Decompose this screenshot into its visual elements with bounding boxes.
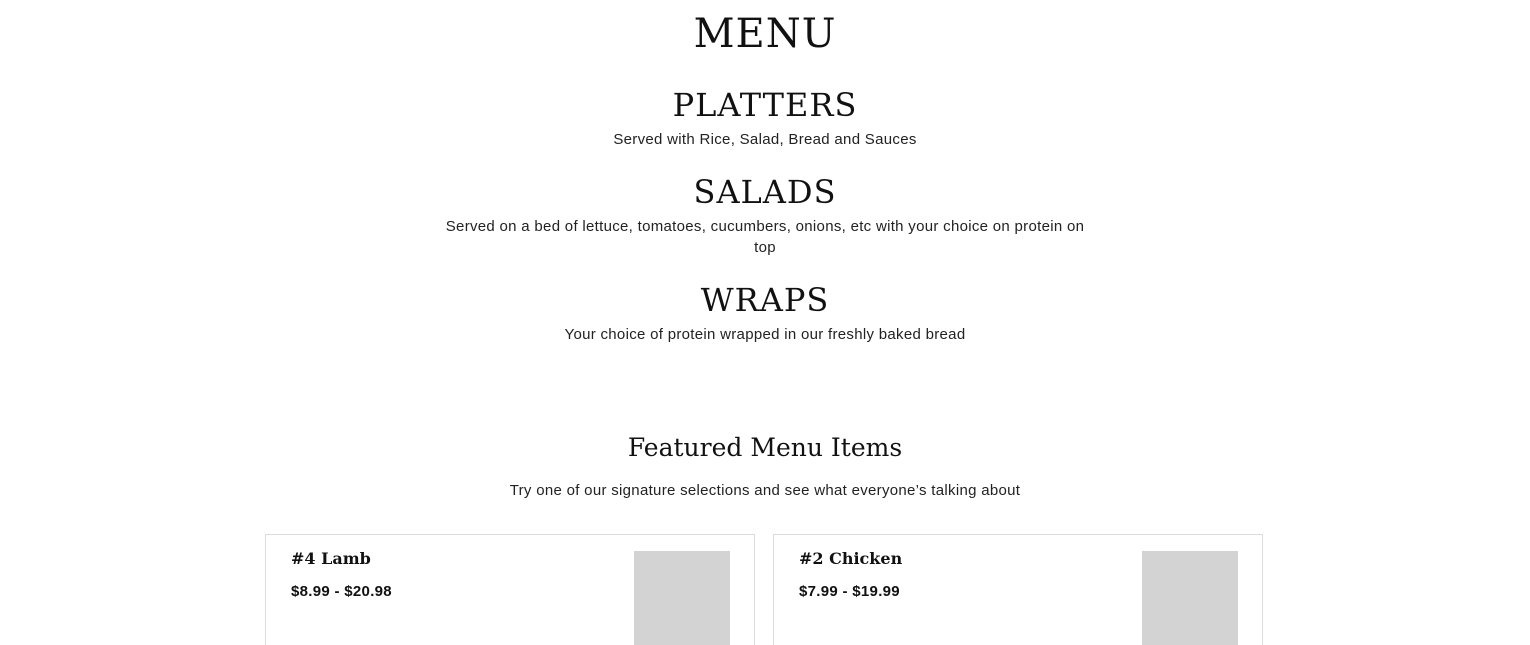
- section-title: WRAPS: [700, 281, 830, 319]
- item-name: #4 Lamb: [291, 549, 371, 568]
- item-price: $7.99 - $19.99: [799, 583, 900, 600]
- section-description: Served on a bed of lettuce, tomatoes, cucumbers, onions, etc with your choice on protein on top: [445, 218, 1085, 256]
- item-image-placeholder: [634, 551, 730, 645]
- section-description: Served with Rice, Salad, Bread and Sauces: [613, 131, 917, 148]
- menu-section-salads: [0, 172, 1530, 258]
- section-description: Your choice of protein wrapped in our freshly baked bread: [564, 326, 966, 343]
- section-title: PLATTERS: [672, 86, 858, 124]
- featured-subtitle: Try one of our signature selections and see what everyone’s talking about: [509, 482, 1021, 499]
- menu-section-platters: [0, 85, 1530, 150]
- item-image-placeholder: [1142, 551, 1238, 645]
- item-name: #2 Chicken: [799, 549, 903, 568]
- menu-title: MENU: [693, 11, 837, 57]
- featured-item-card-lamb[interactable]: [265, 534, 755, 645]
- section-title: SALADS: [693, 173, 837, 211]
- item-price: $8.99 - $20.98: [291, 583, 392, 600]
- menu-section-wraps: [0, 280, 1530, 345]
- featured-title: Featured Menu Items: [627, 433, 903, 462]
- featured-item-card-chicken[interactable]: [773, 534, 1263, 645]
